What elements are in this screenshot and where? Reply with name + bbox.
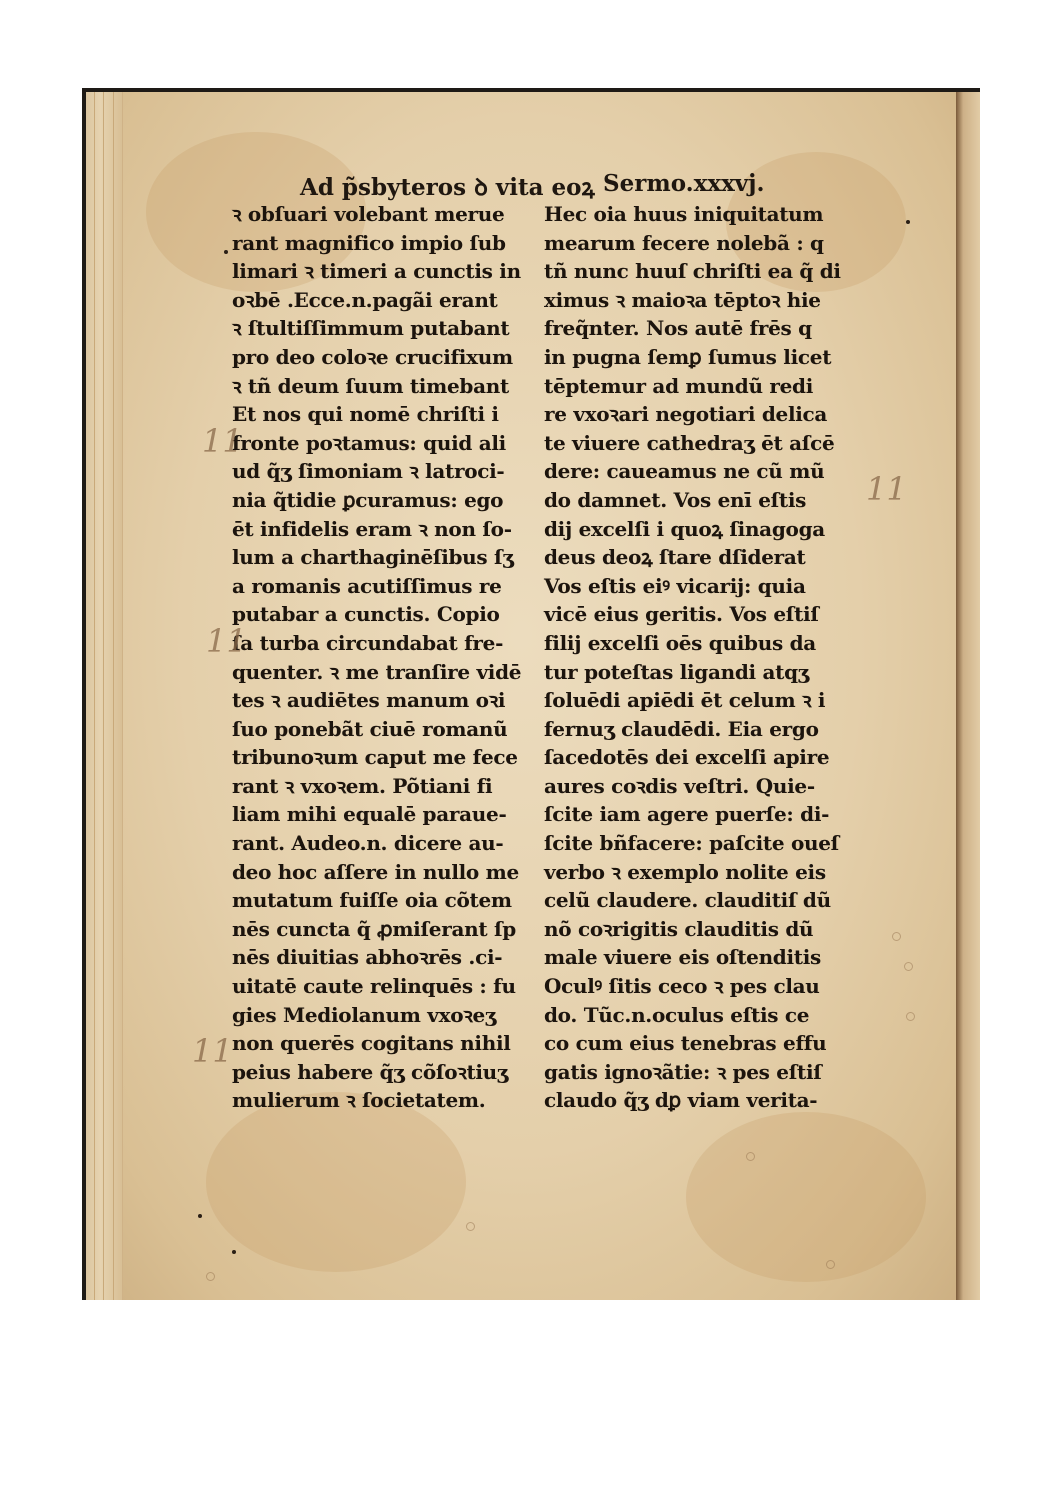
text-line: co cum eius tenebras effu [544, 1031, 827, 1056]
text-line: ximus ꝛ maioꝛa tēptoꝛ hie [544, 287, 821, 312]
text-line: peius habere q̃ʒ cõſoꝛtiuʒ [232, 1059, 508, 1084]
text-line: freq̃nter. Nos autē frēs q [544, 316, 812, 341]
text-line: limari ꝛ timeri a cunctis in [232, 259, 521, 284]
paper-blemish [892, 932, 901, 941]
text-line: oꝛbē .Ecce.n.pagãi erant [232, 287, 498, 312]
text-line: ſcite bñfacere: paſcite oueſ [544, 831, 839, 856]
paper-blemish [466, 1222, 475, 1231]
text-line: do damnet. Vos enī eſtis [544, 487, 807, 512]
text-line: gatis ignoꝛãtie: ꝛ pes eſtiſ [544, 1059, 822, 1084]
text-line: non querēs cogitans nihil [232, 1031, 511, 1056]
text-line: nēs cuncta q̃ ꝓmiſerant ſp [232, 916, 516, 941]
text-line: ſuo ponebãt ciuē romanũ [232, 716, 508, 741]
text-line: ꝛ tñ deum ſuum timebant [232, 373, 509, 398]
stain [206, 1092, 466, 1272]
text-line: mearum fecere nolebã : q [544, 230, 824, 255]
text-line: male viuere eis oſtenditis [544, 945, 821, 970]
text-line: do. Tũc.n.oculus eſtis ce [544, 1002, 810, 1027]
margin-annotation: 11 [202, 422, 243, 460]
running-head-left: Ad p̃sbyteros ꝺ vita eoꝝ [300, 174, 595, 201]
text-line: tur poteſtas ligandi atqʒ [544, 659, 809, 684]
text-line: lum a charthaginēſibus ſʒ [232, 545, 514, 570]
ink-dot [232, 1250, 236, 1254]
text-line: ſacedotēs dei excelſi apire [544, 745, 830, 770]
paper-blemish [206, 1272, 215, 1281]
text-line: liam mihi equalē paraue- [232, 802, 507, 827]
text-line: claudo q̃ʒ dꝑ viam verita- [544, 1088, 818, 1113]
text-line: dij excelſi i quoꝝ ſinagoga [544, 516, 825, 541]
text-line: nia q̃tidie ꝑcuramus: ego [232, 487, 504, 512]
text-line: tribunoꝛum caput me fece [232, 745, 518, 770]
text-line: ꝛ obſuari volebant merue [232, 202, 505, 226]
scanned-page-frame [82, 88, 980, 1300]
paper-blemish [906, 1012, 915, 1021]
paper-blemish [826, 1260, 835, 1269]
text-line: Hec oia huus iniquitatum [544, 202, 824, 226]
text-line: Vos eſtis eiꝰ vicarij: quia [544, 573, 806, 598]
text-line: filij excelſi oēs quibus da [544, 630, 816, 655]
text-line: ꝛ ſtultiſſimmum putabant [232, 316, 510, 341]
text-line: ſcite iam agere puerſe: di- [544, 802, 830, 827]
text-line: fernuʒ claudēdi. Eia ergo [544, 716, 819, 741]
text-line: rant magnifico impio ſub [232, 230, 506, 255]
text-line: nõ coꝛrigitis clauditis dũ [544, 916, 814, 941]
text-line: rant ꝛ vxoꝛem. Põtiani fi [232, 773, 493, 798]
margin-annotation: 11 [866, 470, 907, 508]
text-line: vicē eius geritis. Vos eſtiſ [544, 602, 819, 627]
facing-page-edge [956, 92, 980, 1300]
text-line: a romanis acutiſſimus re [232, 573, 502, 598]
margin-annotation: 11 [206, 622, 247, 660]
text-line: dere: caueamus ne cũ mũ [544, 459, 825, 484]
ink-dot [906, 220, 910, 224]
text-line: ſa turba circundabat fre- [232, 630, 504, 655]
text-line: ēt infidelis eram ꝛ non ſo- [232, 516, 512, 541]
text-line: deo hoc aſſere in nullo me [232, 859, 519, 884]
stain [686, 1112, 926, 1282]
page-edge-strip [86, 92, 123, 1300]
text-line: Oculꝰ ſitis ceco ꝛ pes clau [544, 974, 820, 999]
ink-dot [198, 1214, 202, 1218]
text-line: te viuere cathedraʒ ēt aſcē [544, 430, 835, 455]
text-line: tēptemur ad mundũ redi [544, 373, 813, 398]
text-line: uitatē caute relinquēs : fu [232, 974, 516, 999]
text-line: deus deoꝝ ſtare dſiderat [544, 545, 806, 570]
margin-annotation: 11 [192, 1032, 233, 1070]
text-line: in pugna ſemꝑ ſumus licet [544, 344, 832, 369]
right-text-column [544, 200, 841, 1115]
text-line: putabar a cunctis. Copio [232, 602, 500, 627]
text-line: fronte poꝛtamus: quid ali [232, 430, 506, 455]
paper-blemish [746, 1152, 755, 1161]
text-line: tñ nunc huuſ chriſti ea q̃ di [544, 259, 841, 284]
ink-dot [224, 250, 228, 254]
text-line: aures coꝛdis veſtri. Quie- [544, 773, 815, 798]
paper-blemish [904, 962, 913, 971]
text-line: rant. Audeo.n. dicere au- [232, 831, 504, 856]
parchment-page [86, 92, 956, 1300]
text-line: verbo ꝛ exemplo nolite eis [544, 859, 826, 884]
text-line: nēs diuitias abhoꝛrēs .ci- [232, 945, 503, 970]
text-line: mulierum ꝛ ſocietatem. [232, 1088, 486, 1113]
text-line: pro deo coloꝛe crucifixum [232, 344, 513, 369]
text-line: re vxoꝛari negotiari delica [544, 402, 828, 427]
text-line: Et nos qui nomē chriſti i [232, 402, 499, 427]
left-text-column [232, 200, 521, 1115]
text-line: ſoluēdi apiēdi ēt celum ꝛ i [544, 688, 826, 713]
text-line: ud q̃ʒ ſimoniam ꝛ latroci- [232, 459, 505, 484]
text-line: celũ claudere. clauditiſ dũ [544, 888, 831, 913]
running-head-right: Sermo.xxxvj. [603, 170, 765, 197]
text-line: mutatum fuiſſe oia cõtem [232, 888, 512, 913]
text-line: gies Mediolanum vxoꝛeʒ [232, 1002, 496, 1027]
text-line: quenter. ꝛ me tranſire vidē [232, 659, 522, 684]
text-line: tes ꝛ audiētes manum oꝛi [232, 688, 506, 713]
